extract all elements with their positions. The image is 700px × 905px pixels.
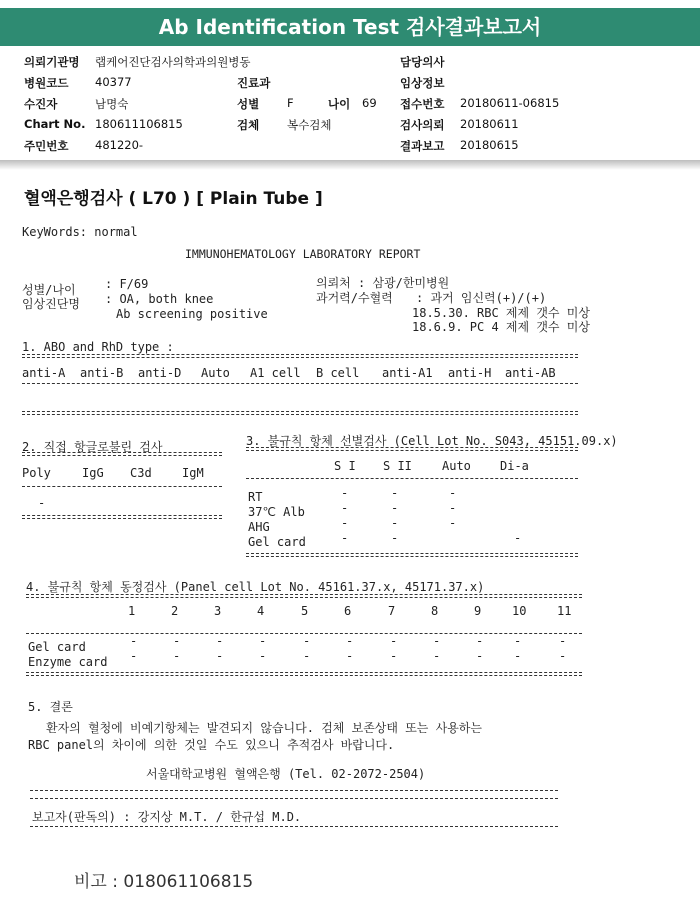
screening-cell: -: [514, 531, 522, 545]
panel-cell: -: [259, 634, 267, 648]
panel-cell: -: [346, 634, 354, 648]
panel-column-header: 1: [128, 604, 136, 618]
panel-column-header: 11: [557, 604, 572, 618]
reporter-top-rule-2: [30, 798, 558, 799]
clinical-info-label: 임상정보: [400, 76, 445, 90]
screening-cell: -: [341, 486, 349, 500]
panel-column-header: 8: [431, 604, 439, 618]
panel-row-label: Gel card: [28, 640, 86, 654]
section3-title: 3. 불규칙 항체 선별검사 (Cell Lot No. S043, 45151.09.x): [246, 434, 618, 448]
screening-cell: -: [449, 501, 457, 515]
section1-top-rule: [22, 354, 578, 358]
panel-row-label: Enzyme card: [28, 655, 108, 669]
panel-cell: -: [303, 634, 311, 648]
panel-column-header: 2: [171, 604, 179, 618]
panel-cell: -: [390, 649, 398, 663]
age-value: 69: [362, 96, 377, 110]
section3-bottom-rule: [246, 553, 578, 557]
reporter-bottom-rule: [30, 826, 558, 827]
abo-column-header: anti-A1: [382, 366, 433, 380]
diagnosis-line-2: Ab screening positive: [116, 307, 268, 321]
panel-cell: -: [259, 649, 267, 663]
sex-value: F: [287, 96, 294, 110]
dat-column-header: IgG: [82, 466, 104, 480]
panel-column-header: 5: [301, 604, 309, 618]
panel-cell: -: [216, 649, 224, 663]
panel-cell: -: [173, 649, 181, 663]
hospital-code-label: 병원코드: [24, 76, 69, 90]
panel-cell: -: [173, 634, 181, 648]
section4-mid-rule: [26, 633, 582, 634]
section4-bottom-rule: [26, 672, 582, 676]
screening-cell: -: [391, 531, 399, 545]
info-row-2: [0, 75, 700, 93]
remark: 비고 : 018061106815: [74, 872, 254, 892]
screening-cell: -: [391, 516, 399, 530]
test-request-value: 20180611: [460, 117, 519, 131]
referrer: 의뢰처 : 삼광/한미병원: [316, 276, 450, 290]
panel-column-header: 10: [512, 604, 527, 618]
diagnosis-line-1: : OA, both knee: [105, 292, 214, 306]
screening-row-label: AHG: [248, 520, 270, 534]
screening-cell: -: [449, 516, 457, 530]
panel-cell: -: [390, 634, 398, 648]
report-title: Ab Identification Test 검사결과보고서: [0, 8, 700, 46]
screening-column-header: Auto: [442, 459, 471, 473]
screening-column-header: S II: [383, 459, 412, 473]
section1-title: 1. ABO and RhD type :: [22, 340, 174, 354]
panel-cell: -: [559, 649, 567, 663]
dat-column-header: Poly: [22, 466, 51, 480]
sex-label: 성별: [237, 97, 260, 111]
panel-cell: -: [476, 634, 484, 648]
panel-cell: -: [216, 634, 224, 648]
department-label: 진료과: [237, 76, 271, 90]
dat-column-header: IgM: [182, 466, 204, 480]
screening-row-label: RT: [248, 490, 263, 504]
patient-label: 수진자: [24, 97, 58, 111]
lab-report-title: IMMUNOHEMATOLOGY LABORATORY REPORT: [185, 247, 421, 261]
sex-age-label: 성별/나이: [22, 283, 76, 297]
test-request-label: 검사의뢰: [400, 118, 445, 132]
screening-row-label: Gel card: [248, 535, 306, 549]
screening-cell: -: [341, 516, 349, 530]
screening-cell: -: [391, 501, 399, 515]
panel-column-header: 6: [344, 604, 352, 618]
section2-title: 2. 직접 항글로불린 검사: [22, 440, 163, 454]
specimen-value: 복수검체: [287, 118, 332, 132]
conclusion-line-1: 환자의 혈청에 비예기항체는 발견되지 않습니다. 검체 보존상태 또는 사용하는: [46, 721, 482, 735]
hospital-code-value: 40377: [95, 75, 132, 89]
section1-bottom-rule: [22, 411, 578, 415]
diagnosis-label: 임상진단명: [22, 297, 80, 311]
panel-cell: -: [346, 649, 354, 663]
history-line-2: 18.5.30. RBC 제제 갯수 미상: [412, 306, 590, 320]
panel-cell: -: [514, 634, 522, 648]
panel-cell: -: [130, 649, 138, 663]
panel-cell: -: [433, 634, 441, 648]
result-report-value: 20180615: [460, 138, 519, 152]
section4-top-rule: [26, 594, 582, 598]
abo-column-header: anti-B: [80, 366, 124, 380]
screening-column-header: S I: [334, 459, 356, 473]
panel-column-header: 3: [214, 604, 222, 618]
panel-divider-shadow: [0, 160, 700, 170]
reporter: 보고자(판독의) : 강지상 M.T. / 한규섭 M.D.: [32, 810, 302, 824]
info-row-5: [0, 138, 700, 156]
panel-cell: -: [514, 649, 522, 663]
panel-column-header: 9: [474, 604, 482, 618]
section3-top-rule: [246, 447, 578, 451]
result-report-label: 결과보고: [400, 139, 445, 153]
receipt-no-label: 접수번호: [400, 97, 445, 111]
institution-label: 의뢰기관명: [24, 55, 80, 69]
info-row-4: [0, 117, 700, 135]
screening-cell: -: [449, 486, 457, 500]
abo-column-header: anti-A: [22, 366, 66, 380]
panel-cell: -: [476, 649, 484, 663]
panel-cell: -: [433, 649, 441, 663]
patient-name: 남명숙: [95, 97, 129, 111]
panel-cell: -: [559, 634, 567, 648]
specimen-label: 검체: [237, 118, 260, 132]
abo-column-header: anti-D: [138, 366, 182, 380]
panel-cell: -: [303, 649, 311, 663]
screening-column-header: Di-a: [500, 459, 529, 473]
panel-column-header: 7: [388, 604, 396, 618]
section4-title: 4. 불규칙 항체 동정검사 (Panel cell Lot No. 45161.37.x, 45171.37.x): [26, 580, 485, 594]
section2-mid-rule: [22, 486, 222, 487]
dat-column-header: C3d: [130, 466, 152, 480]
chart-no-value: 180611106815: [95, 117, 183, 131]
section1-mid-rule: [22, 383, 578, 384]
dat-poly-value: -: [38, 496, 46, 510]
age-label: 나이: [328, 97, 351, 111]
sex-age-value: : F/69: [105, 277, 149, 291]
abo-column-header: B cell: [316, 366, 360, 380]
lab-institution: 서울대학교병원 혈액은행 (Tel. 02-2072-2504): [146, 767, 426, 781]
history-line-3: 18.6.9. PC 4 제제 갯수 미상: [412, 320, 590, 334]
screening-cell: -: [341, 501, 349, 515]
abo-column-header: A1 cell: [250, 366, 301, 380]
resident-no-label: 주민번호: [24, 139, 69, 153]
section3-mid-rule: [246, 478, 578, 479]
section2-bottom-rule: [22, 515, 222, 519]
chart-no-label: Chart No.: [24, 117, 86, 131]
history-label: 과거력/수혈력: [316, 291, 393, 305]
institution-value: 랩케어진단검사의학과의원병동: [95, 55, 251, 69]
paper-title: 혈액은행검사 ( L70 ) [ Plain Tube ]: [24, 189, 323, 209]
section5-title: 5. 결론: [28, 700, 73, 714]
abo-column-header: anti-H: [448, 366, 492, 380]
abo-column-header: anti-AB: [505, 366, 556, 380]
receipt-no-value: 20180611-06815: [460, 96, 560, 110]
info-row-3: [0, 96, 700, 114]
doctor-label: 담당의사: [400, 55, 445, 69]
conclusion-line-2: RBC panel의 차이에 의한 것일 수도 있으니 추적검사 바랍니다.: [28, 738, 395, 752]
resident-no-value: 481220-: [95, 138, 144, 152]
keywords: KeyWords: normal: [22, 225, 138, 239]
abo-column-header: Auto: [201, 366, 230, 380]
panel-column-header: 4: [257, 604, 265, 618]
screening-row-label: 37℃ Alb: [248, 505, 305, 519]
patient-info-panel: [0, 46, 700, 158]
screening-cell: -: [341, 531, 349, 545]
history-line-1: : 과거 임신력(+)/(+): [416, 291, 547, 305]
panel-cell: -: [130, 634, 138, 648]
scanned-report: [0, 170, 700, 905]
info-row-1: [0, 54, 700, 72]
section2-top-rule: [22, 452, 222, 456]
screening-cell: -: [391, 486, 399, 500]
reporter-top-rule: [30, 790, 558, 791]
